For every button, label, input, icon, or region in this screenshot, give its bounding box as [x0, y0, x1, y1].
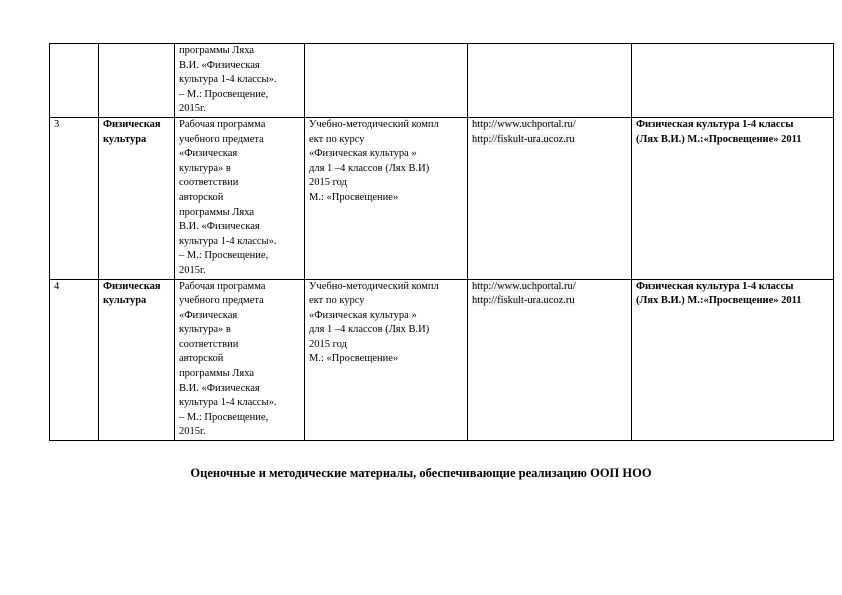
complex-line: М.: «Просвещение» — [309, 353, 399, 365]
book-line: (Лях В.И.) М.:«Просвещение» 2011 — [636, 295, 802, 307]
program-line: учебного предмета — [179, 295, 264, 307]
program-line: соответствии — [179, 338, 239, 350]
link-uchportal[interactable]: http://www.uchportal.ru/ — [472, 118, 576, 130]
program-line: 2015г. — [179, 426, 206, 438]
complex-line: для 1 –4 классов (Лях В.И) — [309, 324, 430, 336]
complex-line: «Физическая культура » — [309, 309, 417, 321]
cell-subject — [99, 279, 175, 441]
book-line: Физическая культура 1-4 классы — [636, 280, 794, 292]
cell-complex — [305, 279, 468, 441]
cell-subject — [99, 117, 175, 279]
link-fiskult-ura[interactable]: http://fiskult-ura.ucoz.ru — [472, 295, 575, 307]
cell-links — [468, 44, 632, 118]
complex-line: «Физическая культура » — [309, 148, 417, 160]
program-line: Рабочая программа — [179, 280, 266, 292]
program-line: – М.: Просвещение, — [179, 88, 269, 100]
program-line: – М.: Просвещение, — [179, 411, 269, 423]
program-line: «Физическая — [179, 148, 238, 160]
complex-line: 2015 год — [309, 177, 347, 189]
cell-number — [50, 44, 99, 118]
cell-book — [632, 44, 834, 118]
program-line: 2015г. — [179, 264, 206, 276]
program-line: культура» в — [179, 324, 231, 336]
program-line: программы Ляха — [179, 368, 255, 380]
subject-line: Физическая — [103, 280, 161, 292]
complex-line: Учебно-методический компл — [309, 280, 439, 292]
link-fiskult-ura[interactable]: http://fiskult-ura.ucoz.ru — [472, 133, 575, 145]
complex-line: для 1 –4 классов (Лях В.И) — [309, 162, 430, 174]
subject-line: культура — [103, 133, 147, 145]
cell-links — [468, 279, 632, 441]
program-line: В.И. «Физическая — [179, 221, 260, 233]
program-line: культура» в — [179, 162, 231, 174]
resources-table — [49, 43, 834, 441]
cell-complex — [305, 117, 468, 279]
program-line: В.И. «Физическая — [179, 59, 260, 71]
row-number: 3 — [50, 117, 99, 279]
program-line: программы Ляха — [179, 45, 255, 56]
program-line: культура 1-4 классы». — [179, 74, 277, 86]
program-line: соответствии — [179, 177, 239, 189]
cell-book — [632, 117, 834, 279]
program-line: В.И. «Физическая — [179, 382, 260, 394]
cell-program — [175, 44, 305, 118]
table-row-continuation — [50, 44, 834, 118]
link-uchportal[interactable]: http://www.uchportal.ru/ — [472, 280, 576, 292]
table-row — [50, 279, 834, 441]
program-line: «Физическая — [179, 309, 238, 321]
section-heading: Оценочные и методические материалы, обеспечивающие реализацию ООП НОО — [190, 466, 652, 480]
cell-book — [632, 279, 834, 441]
complex-line: 2015 год — [309, 338, 347, 350]
complex-line: ект по курсу — [309, 133, 365, 145]
subject-line: Физическая — [103, 118, 161, 130]
program-line: Рабочая программа — [179, 118, 266, 130]
program-line: культура 1-4 классы». — [179, 397, 277, 409]
cell-program — [175, 279, 305, 441]
program-line: культура 1-4 классы». — [179, 235, 277, 247]
cell-subject — [99, 44, 175, 118]
row-number: 4 — [50, 279, 99, 441]
complex-line: М.: «Просвещение» — [309, 191, 399, 203]
program-line: – М.: Просвещение, — [179, 250, 269, 262]
table-row — [50, 117, 834, 279]
cell-complex — [305, 44, 468, 118]
subject-line: культура — [103, 295, 147, 307]
program-line: 2015г. — [179, 103, 206, 115]
cell-program — [175, 117, 305, 279]
cell-links — [468, 117, 632, 279]
book-line: Физическая культура 1-4 классы — [636, 118, 794, 130]
book-line: (Лях В.И.) М.:«Просвещение» 2011 — [636, 133, 802, 145]
program-line: программы Ляха — [179, 206, 255, 218]
program-line: учебного предмета — [179, 133, 264, 145]
program-line: авторской — [179, 353, 224, 365]
program-line: авторской — [179, 191, 224, 203]
complex-line: ект по курсу — [309, 295, 365, 307]
complex-line: Учебно-методический компл — [309, 118, 439, 130]
